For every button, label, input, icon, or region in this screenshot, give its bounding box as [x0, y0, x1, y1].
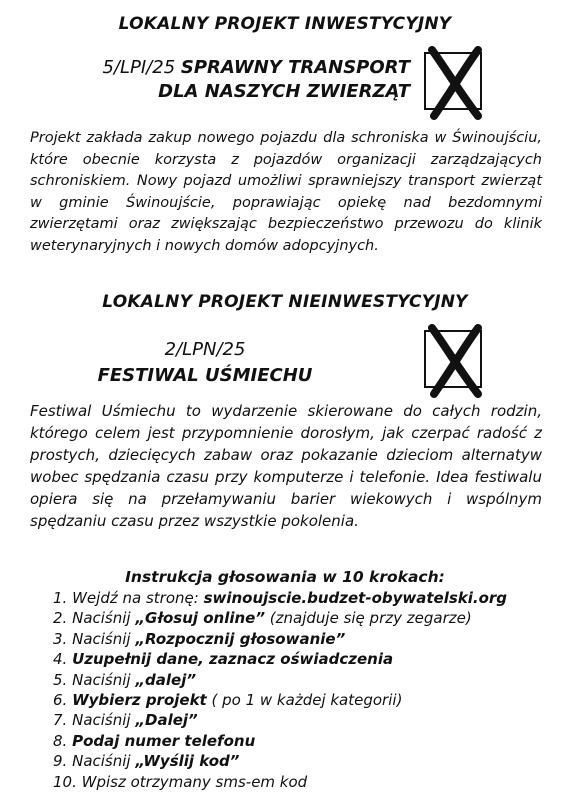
instructions-steps	[53, 588, 553, 792]
step-text: Naciśnij	[72, 629, 136, 648]
step-bold-text: Podaj numer telefonu	[72, 731, 256, 750]
project2-vote-checkbox[interactable]	[424, 330, 482, 388]
step-bold-text: „Głosuj online”	[135, 609, 266, 628]
step-bold-text: Wybierz projekt	[72, 691, 207, 710]
instruction-step	[53, 772, 553, 792]
project1-line1	[60, 56, 410, 80]
instructions-title: Instrukcja głosowania w 10 krokach:	[125, 568, 445, 586]
step-bold-text: Uzupełnij dane, zaznacz oświadczenia	[72, 650, 394, 669]
step-number: 6.	[53, 691, 73, 710]
project1-code: 5/LPI/25	[102, 57, 176, 78]
step-note: ( po 1 w każdej kategorii)	[206, 691, 403, 710]
step-note: (znajduje się przy zegarze)	[265, 609, 472, 628]
step-text: Naciśnij	[72, 752, 136, 771]
instruction-step	[53, 588, 553, 608]
step-bold-text: „Wyślij kod”	[135, 752, 240, 771]
project2-code: 2/LPN/25	[164, 339, 246, 360]
step-number: 4.	[53, 650, 73, 669]
project2-name: FESTIWAL UŚMIECHU	[97, 365, 313, 386]
step-number: 9.	[53, 752, 73, 771]
project2-header	[80, 338, 330, 388]
instruction-step	[53, 710, 553, 730]
project1-description: Projekt zakłada zakup nowego pojazdu dla schroniska w Świnoujściu, które obecnie korzysta z pojazdów organizacji zarządzających schroniskiem. Nowy pojazd umożliwi sprawniejszy transport zwierząt w gminie Świnoujście, poprawiając opiekę nad bezdomnymi zwierzętami oraz zwiększając bezpieczeństwo przewozu do klinik weterynaryjnych i nowych domów adopcyjnych.	[30, 130, 542, 254]
step-text: Wpisz otrzymany sms-em kod	[81, 772, 308, 791]
x-mark-icon	[422, 324, 488, 398]
step-number: 7.	[53, 711, 73, 730]
instruction-step	[53, 670, 553, 690]
section1-title: LOKALNY PROJEKT INWESTYCYJNY	[118, 14, 452, 34]
step-number: 8.	[53, 731, 73, 750]
project1-vote-checkbox[interactable]	[424, 52, 482, 110]
step-number: 3.	[53, 629, 73, 648]
section2-title: LOKALNY PROJEKT NIEINWESTYCYJNY	[102, 292, 468, 312]
step-number: 5.	[53, 670, 73, 689]
instruction-step	[53, 731, 553, 751]
step-bold-text: „Dalej”	[135, 711, 198, 730]
project1-header	[60, 56, 410, 104]
step-text: Wejdź na stronę:	[72, 589, 204, 607]
project2-description: Festiwal Uśmiechu to wydarzenie skierowane do całych rodzin, którego celem jest przypomnienie dorosłym, jak czerpać radość z prostych, dziecięcych zabaw oraz pokazanie dzieciom alternatyw wobec spędzania czasu przy komputerze i telefonie. Idea festiwalu opiera się na przełamywaniu barier wiekowych i wspólnym spędzaniu czasu przez wszystkie pokolenia.	[30, 402, 542, 530]
instruction-step	[53, 629, 553, 649]
step-bold-text: „Rozpocznij głosowanie”	[135, 629, 346, 648]
instruction-step	[53, 690, 553, 710]
instruction-step	[53, 608, 553, 628]
step-text: Naciśnij	[72, 670, 136, 689]
instruction-step	[53, 649, 553, 669]
step-bold-text: „dalej”	[135, 670, 196, 689]
project1-line2	[60, 80, 410, 104]
step-text: Naciśnij	[72, 711, 136, 730]
step-number: 10.	[53, 772, 82, 791]
step-bold-text: swinoujscie.budzet-obywatelski.org	[203, 589, 508, 607]
step-text: Naciśnij	[72, 609, 136, 628]
x-mark-icon	[422, 46, 488, 120]
step-number: 1.	[53, 589, 73, 607]
step-number: 2.	[53, 609, 73, 628]
instruction-step	[53, 751, 553, 771]
project1-name-line1: SPRAWNY TRANSPORT	[180, 57, 410, 78]
project1-name-line2: DLA NASZYCH ZWIERZĄT	[158, 81, 410, 102]
